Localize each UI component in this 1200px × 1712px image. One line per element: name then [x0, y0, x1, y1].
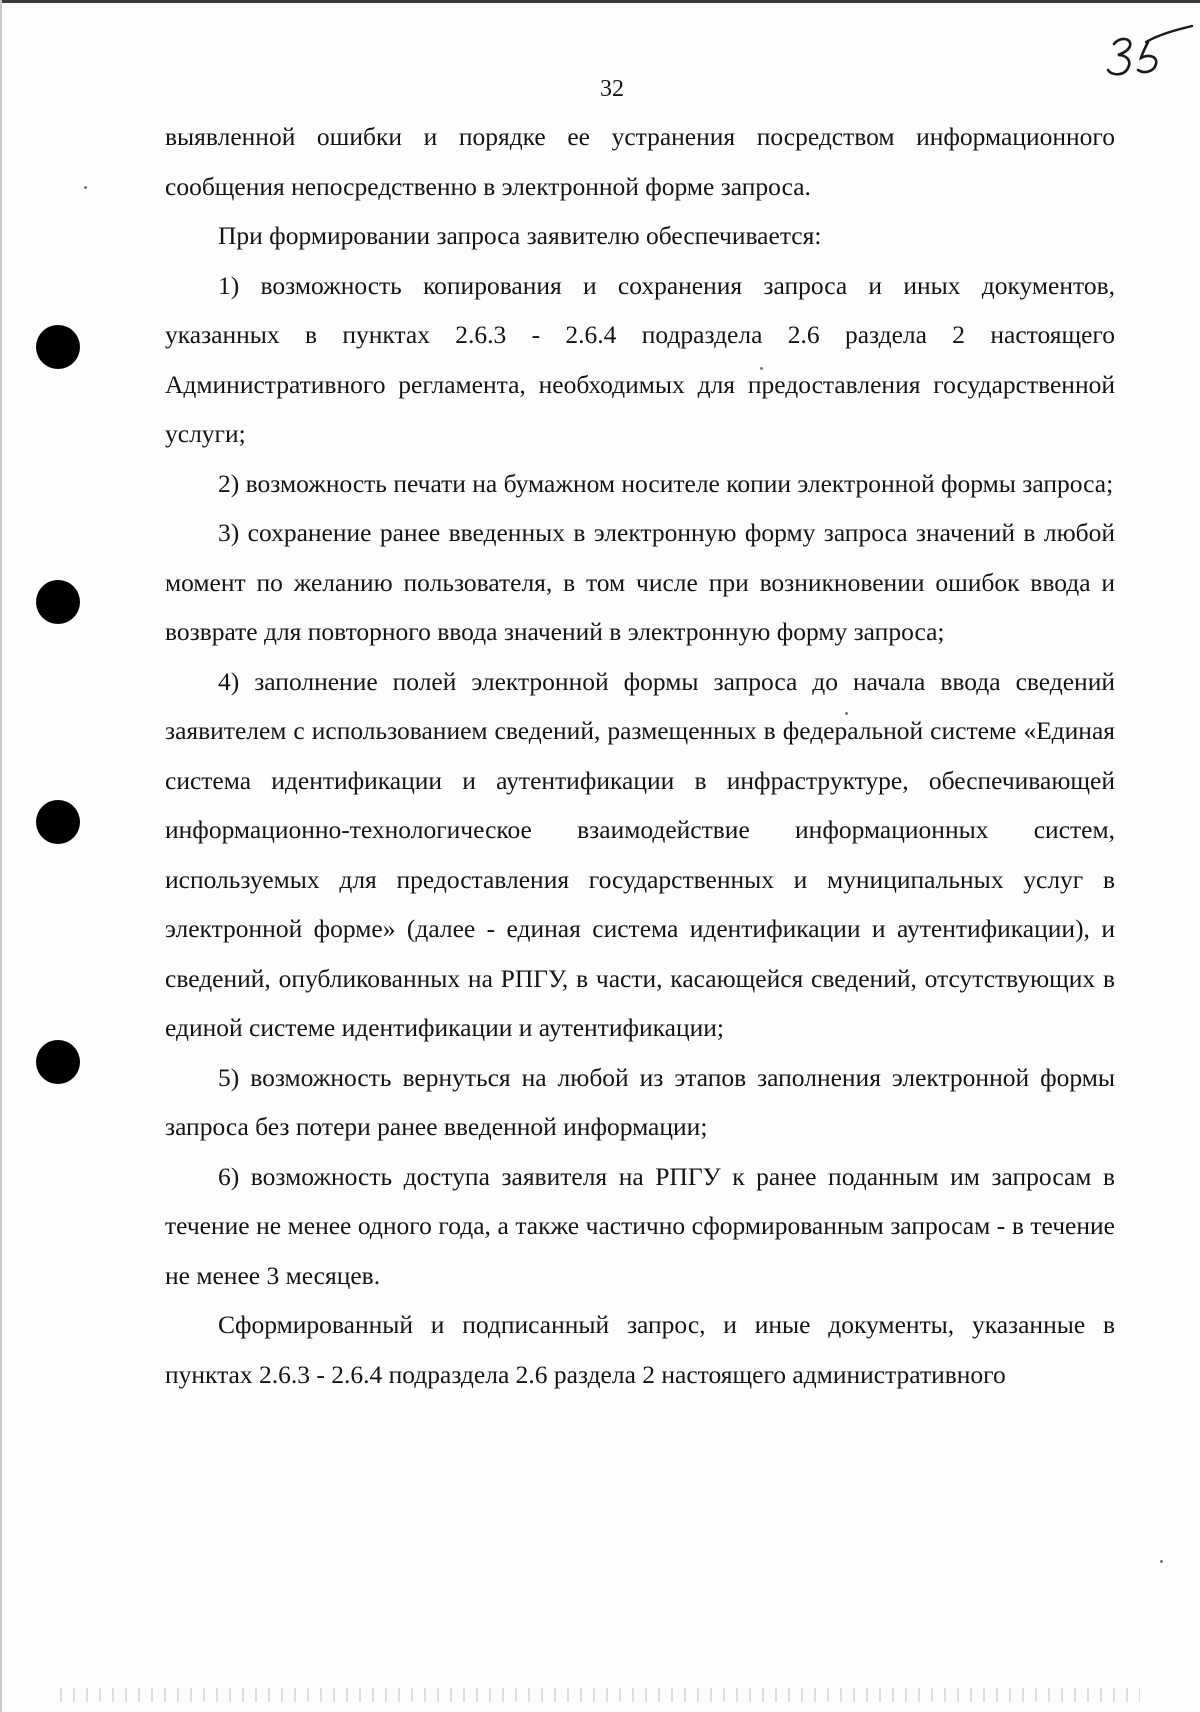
- list-item-2: 2) возможность печати на бумажном носителе копии электронной формы запроса;: [218, 468, 1114, 498]
- paragraph-continuation: выявленной ошибки и порядке ее устранения посредством информационного сообщения непосредственно в электронной форме запроса.: [165, 122, 1115, 201]
- punch-hole: [36, 325, 80, 369]
- punch-hole: [36, 580, 80, 624]
- list-item-4: 4) заполнение полей электронной формы запроса до начала ввода сведений заявителем с использованием сведений, размещенных в федеральной системе «Единая система идентификации и аутентификации в инфраструктуре, обеспечивающей информационно-технологическое взаимодействие информационных систем, используемых для предоставления государственных и муниципальных услуг в электронной форме» (далее - единая система идентификации и аутентификации), и сведений, опубликованных на РПГУ, в части, касающейся сведений, отсутствующих в единой системе идентификации и аутентификации;: [165, 666, 1115, 1042]
- page-left-edge: [0, 0, 2, 1712]
- paragraph-intro: При формировании запроса заявителю обеспечивается:: [218, 221, 822, 250]
- scan-speck: [1160, 1560, 1163, 1563]
- punch-hole: [36, 800, 80, 844]
- handwritten-sheet-number: [1100, 12, 1196, 84]
- page-number: 32: [600, 76, 624, 102]
- scan-noise-strip: [60, 1688, 1140, 1702]
- punch-hole: [36, 1040, 80, 1084]
- scan-speck: [84, 186, 87, 189]
- list-item-3: 3) сохранение ранее введенных в электронную форму запроса значений в любой момент по желанию пользователя, в том числе при возникновении ошибок ввода и возврате для повторного ввода значений в электронную форму запроса;: [165, 518, 1115, 646]
- list-item-6: 6) возможность доступа заявителя на РПГУ к ранее поданным им запросам в течение не менее одного года, а также частично сформированным запросам - в течение не менее 3 месяцев.: [165, 1161, 1115, 1290]
- document-body: [165, 112, 1115, 1399]
- paragraph-closing: Сформированный и подписанный запрос, и иные документы, указанные в пунктах 2.6.3 - 2.6.4 подраздела 2.6 раздела 2 настоящего административного: [165, 1310, 1115, 1389]
- list-item-5: 5) возможность вернуться на любой из этапов заполнения электронной формы запроса без потери ранее введенной информации;: [165, 1062, 1115, 1141]
- page-top-edge: [0, 0, 1200, 3]
- handwritten-35-glyph: [1100, 12, 1196, 84]
- list-item-1: 1) возможность копирования и сохранения запроса и иных документов, указанных в пунктах 2.6.3 - 2.6.4 подраздела 2.6 раздела 2 настоящего Административного регламента, необходимых для предоставления государственной услуги;: [165, 270, 1115, 448]
